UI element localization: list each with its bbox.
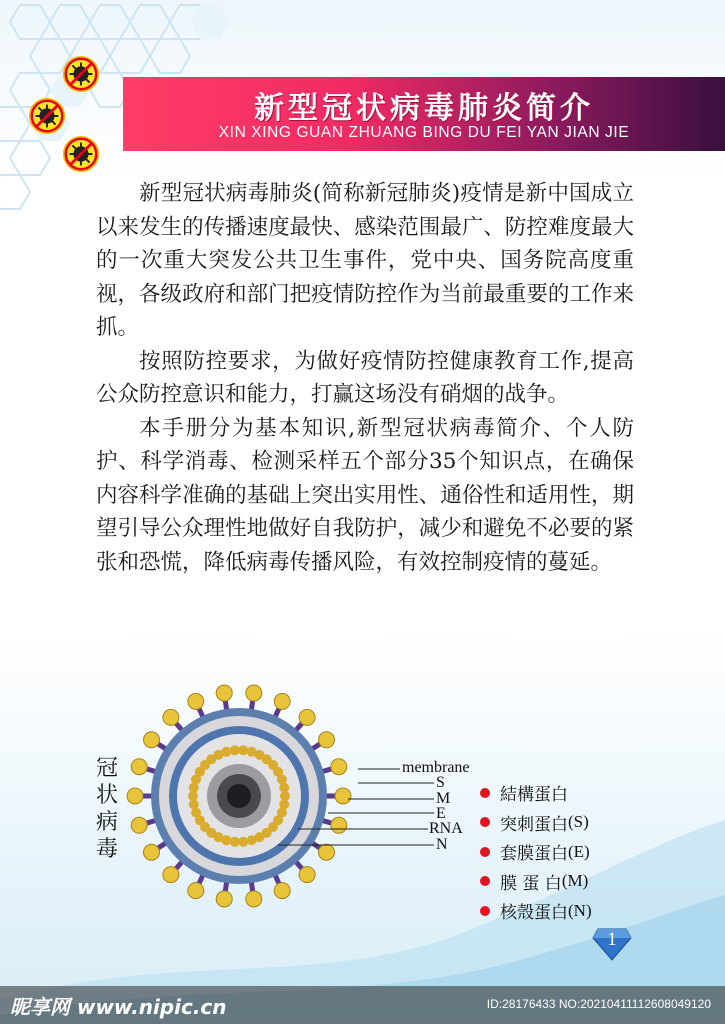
virus-side-label [92,755,122,863]
nucleocapsid-bead [188,791,198,801]
label-e: E [436,805,446,822]
label-membrane: membrane [402,759,470,776]
list-item [480,896,650,926]
label-n: N [436,836,448,853]
nucleocapsid-bead [221,747,231,757]
spike-head [127,788,143,804]
protein-name: 核殼蛋白 [500,903,568,924]
bullet-dot [480,847,490,857]
nucleocapsid-bead [230,837,240,847]
label-s: S [436,774,445,791]
spike-head [131,759,147,775]
spike-head [163,709,179,725]
watermark-logo: 昵享网 www.nipic.cn [10,995,227,1019]
no-virus-icon [62,55,100,93]
intro-text [96,177,634,579]
spike-head [318,732,334,748]
protein-code: (N) [568,900,592,920]
bullet-dot [480,876,490,886]
page-title-pinyin: XIN XING GUAN ZHUANG BING DU FEI YAN JIAN JIE [218,124,630,141]
protein-name: 套膜蛋白 [500,844,568,865]
no-virus-icon [62,135,100,173]
watermark-id: ID:28176433 NO:20210411112608049120 [486,997,711,1011]
bullet-dot [480,906,490,916]
bullet-dot [480,817,490,827]
spike-head [299,867,315,883]
label-m: M [436,790,451,807]
spike-head [163,867,179,883]
spike-head [216,891,232,907]
spike-head [246,891,262,907]
spike-head [274,883,290,899]
spike-head [274,693,290,709]
protein-name: 膜 蛋 白 [500,873,562,894]
side-label-char: 病 [95,810,118,835]
protein-name: 結構蛋白 [500,785,568,806]
nucleocapsid-bead [189,799,199,809]
paragraph: 本手册分为基本知识,新型冠状病毒简介、个人防护、科学消毒、检测采样五个部分35个知识点，在确保内容科学准确的基础上突出实用性、通俗性和适用性，期望引导公众理性地做好自我防护，减少和避免不必要的紧张和恐慌，降低病毒传播风险，有效控制疫情的蔓延。 [96,415,634,575]
protein-name: 突刺蛋白 [500,814,568,835]
spike-head [144,732,160,748]
spike-head [144,844,160,860]
side-label-char: 状 [95,783,118,808]
title-banner [123,77,725,151]
protein-code: (E) [568,841,590,861]
nucleocapsid-bead [247,835,257,845]
nucleocapsid-bead [238,745,248,755]
page-title: 新型冠状病毒肺炎简介 [254,91,594,126]
spike-head [246,685,262,701]
spike-head [188,883,204,899]
list-item [480,778,650,808]
side-label-char: 毒 [95,837,118,862]
list-item [480,867,650,897]
bullet-dot [480,788,490,798]
spike-head [188,693,204,709]
side-label-char: 冠 [95,756,118,781]
page-number: 1 [607,929,617,950]
protein-code: (M) [561,871,589,891]
list-item [480,808,650,838]
protein-list [480,778,650,926]
protein-code: (S) [568,812,589,832]
spike-head [131,817,147,833]
spike-head [216,685,232,701]
label-rna: RNA [429,820,463,837]
spike-head [299,709,315,725]
paragraph: 新型冠状病毒肺炎(简称新冠肺炎)疫情是新中国成立以来发生的传播速度最快、感染范围最广、防控难度最大的一次重大突发公共卫生事件，党中央、国务院高度重视，各级政府和部门把疫情防控作为当前最重要的工作来抓。 [96,181,634,340]
list-item [480,837,650,867]
paragraph: 按照防控要求，为做好疫情防控健康教育工作,提高公众防控意识和能力，打赢这场没有硝烟的战争。 [96,348,634,407]
no-virus-icon [28,97,66,135]
